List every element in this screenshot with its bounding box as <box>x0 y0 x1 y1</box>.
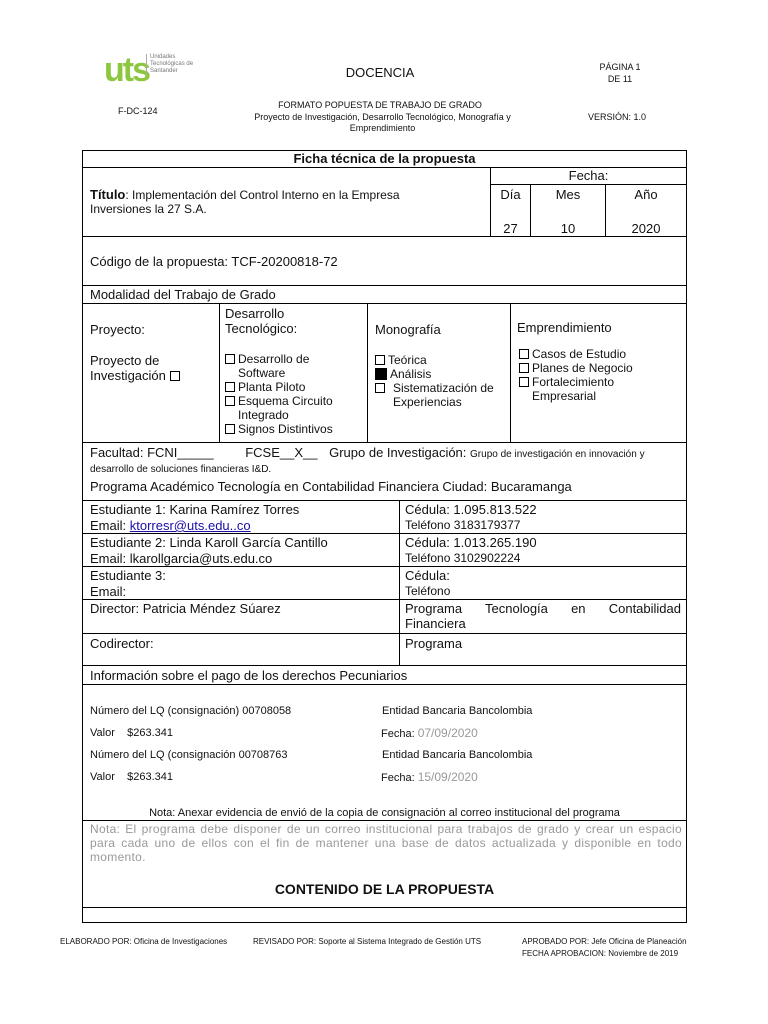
mono-teorica-checkbox[interactable] <box>375 355 385 365</box>
emprendimiento-cell <box>510 303 687 443</box>
format-subtitle: Proyecto de Investigación, Desarrollo Tecnológico, Monografía y Emprendimiento <box>254 112 511 133</box>
page-line2: DE 11 <box>607 74 633 84</box>
e2-name: Estudiante 2: Linda Karoll García Cantillo <box>90 535 328 550</box>
e2-cedula: Cédula: 1.013.265.190 <box>405 535 537 550</box>
emp-casos-checkbox[interactable] <box>519 349 529 359</box>
entidad1: Entidad Bancaria Bancolombia <box>382 705 533 717</box>
emprendimiento-options <box>511 335 686 403</box>
des-option-software[interactable] <box>225 352 367 380</box>
mono-analisis-label: Análisis <box>390 367 432 381</box>
facultad-cell <box>82 442 687 501</box>
version: VERSIÓN: 1.0 <box>588 112 647 122</box>
director-cell <box>82 599 400 634</box>
e1-cell <box>82 500 400 534</box>
anio-cell <box>605 184 687 237</box>
titulo-label: Título <box>90 187 126 202</box>
emp-fortalecimiento-label: Fortalecimiento Empresarial <box>532 375 615 403</box>
emp-planes-checkbox[interactable] <box>519 363 529 373</box>
desarrollo-cell <box>219 303 368 443</box>
valor2-row <box>90 771 173 784</box>
e2-cell <box>82 533 400 567</box>
des-signos-label: Signos Distintivos <box>238 422 333 436</box>
nota1: Nota: Anexar evidencia de envió de la copia de consignación al correo institucional del programa <box>149 807 620 819</box>
contenido-cell <box>82 907 687 923</box>
footer-aprobado: APROBADO POR: Jefe Oficina de Planeación <box>522 937 687 946</box>
fecha2-row <box>381 771 478 785</box>
valor2-label: Valor <box>90 771 115 783</box>
valor1-value: $263.341 <box>127 727 173 739</box>
des-circuito-label: Esquema Circuito Integrado <box>238 394 333 422</box>
titulo-cell <box>82 167 491 237</box>
mes-value: 10 <box>560 221 576 236</box>
fecha2-label: Fecha: <box>381 772 415 784</box>
mono-analisis-checkbox-checked[interactable] <box>375 368 387 380</box>
emp-casos-label: Casos de Estudio <box>532 347 627 361</box>
fecha1-row <box>381 727 478 741</box>
pago-title-cell <box>82 665 687 685</box>
ficha-title-cell <box>82 150 687 168</box>
e3-cedula: Cédula: <box>405 568 450 583</box>
grupo-label: Grupo de Investigación: <box>329 445 467 460</box>
e1-email-row <box>83 517 399 533</box>
codigo-cell <box>82 236 687 286</box>
codirector-name: Codirector: <box>90 636 154 651</box>
codirector-program-cell <box>399 633 687 666</box>
modalidad-text: Modalidad del Trabajo de Grado <box>90 287 276 302</box>
fecha-header-cell <box>490 167 687 185</box>
footer-fecha-aprobacion: FECHA APROBACION: Noviembre de 2019 <box>522 949 679 958</box>
dia-cell <box>490 184 531 237</box>
valor2-value: $263.341 <box>127 771 173 783</box>
des-planta-checkbox[interactable] <box>225 382 235 392</box>
codirector-program: Programa <box>405 636 463 651</box>
e1-email-label: Email: <box>90 518 127 533</box>
mono-sistematizacion-checkbox[interactable] <box>375 383 385 393</box>
e2-email: Email: lkarollgarcia@uts.edu.co <box>90 551 273 566</box>
emp-option-casos[interactable] <box>519 347 686 361</box>
proyecto-inv-checkbox[interactable] <box>170 371 180 381</box>
e2-telefono: Teléfono 3102902224 <box>405 551 521 565</box>
nota2: Nota: El programa debe disponer de un correo institucional para trabajos de grado y crear un espacio para cada uno de ellos con el fin de mantener una base de datos actualizada y disponible en todo momento. <box>90 822 682 864</box>
fecha-label: Fecha: <box>568 168 609 183</box>
e1-name: Estudiante 1: Karina Ramírez Torres <box>90 502 300 517</box>
mono-option-sistematizacion[interactable] <box>375 381 510 409</box>
mono-sistematizacion-label: Sistematización de Experiencias <box>393 381 494 409</box>
mono-option-teorica[interactable] <box>375 353 510 367</box>
pago-details-cell <box>82 684 687 821</box>
anio-value: 2020 <box>631 221 661 236</box>
footer-revisado: REVISADO POR: Soporte al Sistema Integrado de Gestión UTS <box>253 937 482 946</box>
entidad2: Entidad Bancaria Bancolombia <box>382 749 533 761</box>
titulo-text <box>83 168 423 216</box>
mes-label: Mes <box>555 187 581 202</box>
e1-contact-cell <box>399 500 687 534</box>
mono-teorica-label: Teórica <box>388 353 427 367</box>
emprendimiento-label: Emprendimiento <box>517 320 612 335</box>
fecha2-value: 15/09/2020 <box>417 770 478 784</box>
fecha1-value: 07/09/2020 <box>417 726 478 740</box>
director-program: Programa Tecnología en Contabilidad Financiera <box>405 601 681 631</box>
format-title: FORMATO POPUESTA DE TRABAJO DE GRADO <box>278 100 482 110</box>
monografia-label: Monografía <box>375 322 441 337</box>
e3-email: Email: <box>90 584 127 599</box>
logo-text: uts <box>104 51 149 89</box>
codigo-text: Código de la propuesta: TCF-20200818-72 <box>90 254 338 269</box>
proyecto-label: Proyecto: <box>90 322 145 337</box>
e1-telefono: Teléfono 3183179377 <box>405 518 521 532</box>
proyecto-cell <box>82 303 220 443</box>
desarrollo-options <box>220 336 367 436</box>
doc-code: F-DC-124 <box>118 106 158 116</box>
emp-planes-label: Planes de Negocio <box>532 361 633 375</box>
logo-subtitle: Unidades Tecnológicas de Santander <box>146 54 206 75</box>
e3-name: Estudiante 3: <box>90 568 166 583</box>
facultad-text <box>83 443 686 476</box>
facultad-fcse: FCSE__X__ <box>245 445 318 460</box>
e2-contact-cell <box>399 533 687 567</box>
lq2: Número del LQ (consignación 00708763 <box>90 749 288 761</box>
director-program-cell <box>399 599 687 634</box>
emp-option-fortalecimiento[interactable] <box>519 375 686 403</box>
lq1: Número del LQ (consignación) 00708058 <box>90 705 292 717</box>
director-name: Director: Patricia Méndez Súarez <box>90 601 281 616</box>
des-circuito-checkbox[interactable] <box>225 396 235 406</box>
des-software-label: Desarrollo de Software <box>238 352 310 380</box>
page-line1: PÁGINA 1 <box>599 62 641 72</box>
mono-option-analisis[interactable] <box>375 367 510 381</box>
desarrollo-label: Desarrollo Tecnológico: <box>225 306 298 336</box>
fecha1-label: Fecha: <box>381 728 415 740</box>
footer-elaborado: ELABORADO POR: Oficina de Investigaciones <box>60 937 228 946</box>
facultad-fcni: Facultad: FCNI_____ <box>90 445 214 460</box>
des-software-checkbox[interactable] <box>225 354 235 364</box>
valor1-row <box>90 727 173 740</box>
e1-cedula: Cédula: 1.095.813.522 <box>405 502 537 517</box>
des-option-planta[interactable] <box>225 380 367 394</box>
codirector-cell <box>82 633 400 666</box>
proyecto-inv-option[interactable] <box>83 337 203 383</box>
e1-email-link[interactable]: ktorresr@uts.edu..co <box>129 518 251 533</box>
anio-label: Año <box>634 187 658 202</box>
valor1-label: Valor <box>90 727 115 739</box>
des-option-circuito[interactable] <box>225 394 367 422</box>
area-title: DOCENCIA <box>345 65 415 80</box>
monografia-options <box>368 337 510 409</box>
emp-fortalecimiento-checkbox[interactable] <box>519 377 529 387</box>
programa-text: Programa Académico Tecnología en Contabilidad Financiera Ciudad: Bucaramanga <box>90 479 572 494</box>
monografia-cell <box>367 303 511 443</box>
modalidad-cell <box>82 285 687 304</box>
proyecto-inv-label: Proyecto de Investigación <box>90 353 166 383</box>
nota2-cell <box>82 820 687 908</box>
e3-contact-cell <box>399 566 687 600</box>
des-signos-checkbox[interactable] <box>225 424 235 434</box>
ficha-title: Ficha técnica de la propuesta <box>293 151 476 166</box>
mes-cell <box>530 184 606 237</box>
e3-cell <box>82 566 400 600</box>
des-option-signos[interactable] <box>225 422 367 436</box>
e3-telefono: Teléfono <box>405 584 451 598</box>
des-planta-label: Planta Piloto <box>238 380 306 394</box>
emp-option-planes[interactable] <box>519 361 686 375</box>
dia-value: 27 <box>503 221 518 236</box>
titulo-value: : Implementación del Control Interno en la Empresa Inversiones la 27 S.A. <box>90 188 400 216</box>
grupo-value: Grupo de investigación en innovación y desarrollo de soluciones financieras I&D. <box>90 449 645 475</box>
contenido-title: CONTENIDO DE LA PROPUESTA <box>274 881 495 897</box>
dia-label: Día <box>500 187 521 202</box>
pago-title: Información sobre el pago de los derechos Pecuniarios <box>90 668 408 683</box>
